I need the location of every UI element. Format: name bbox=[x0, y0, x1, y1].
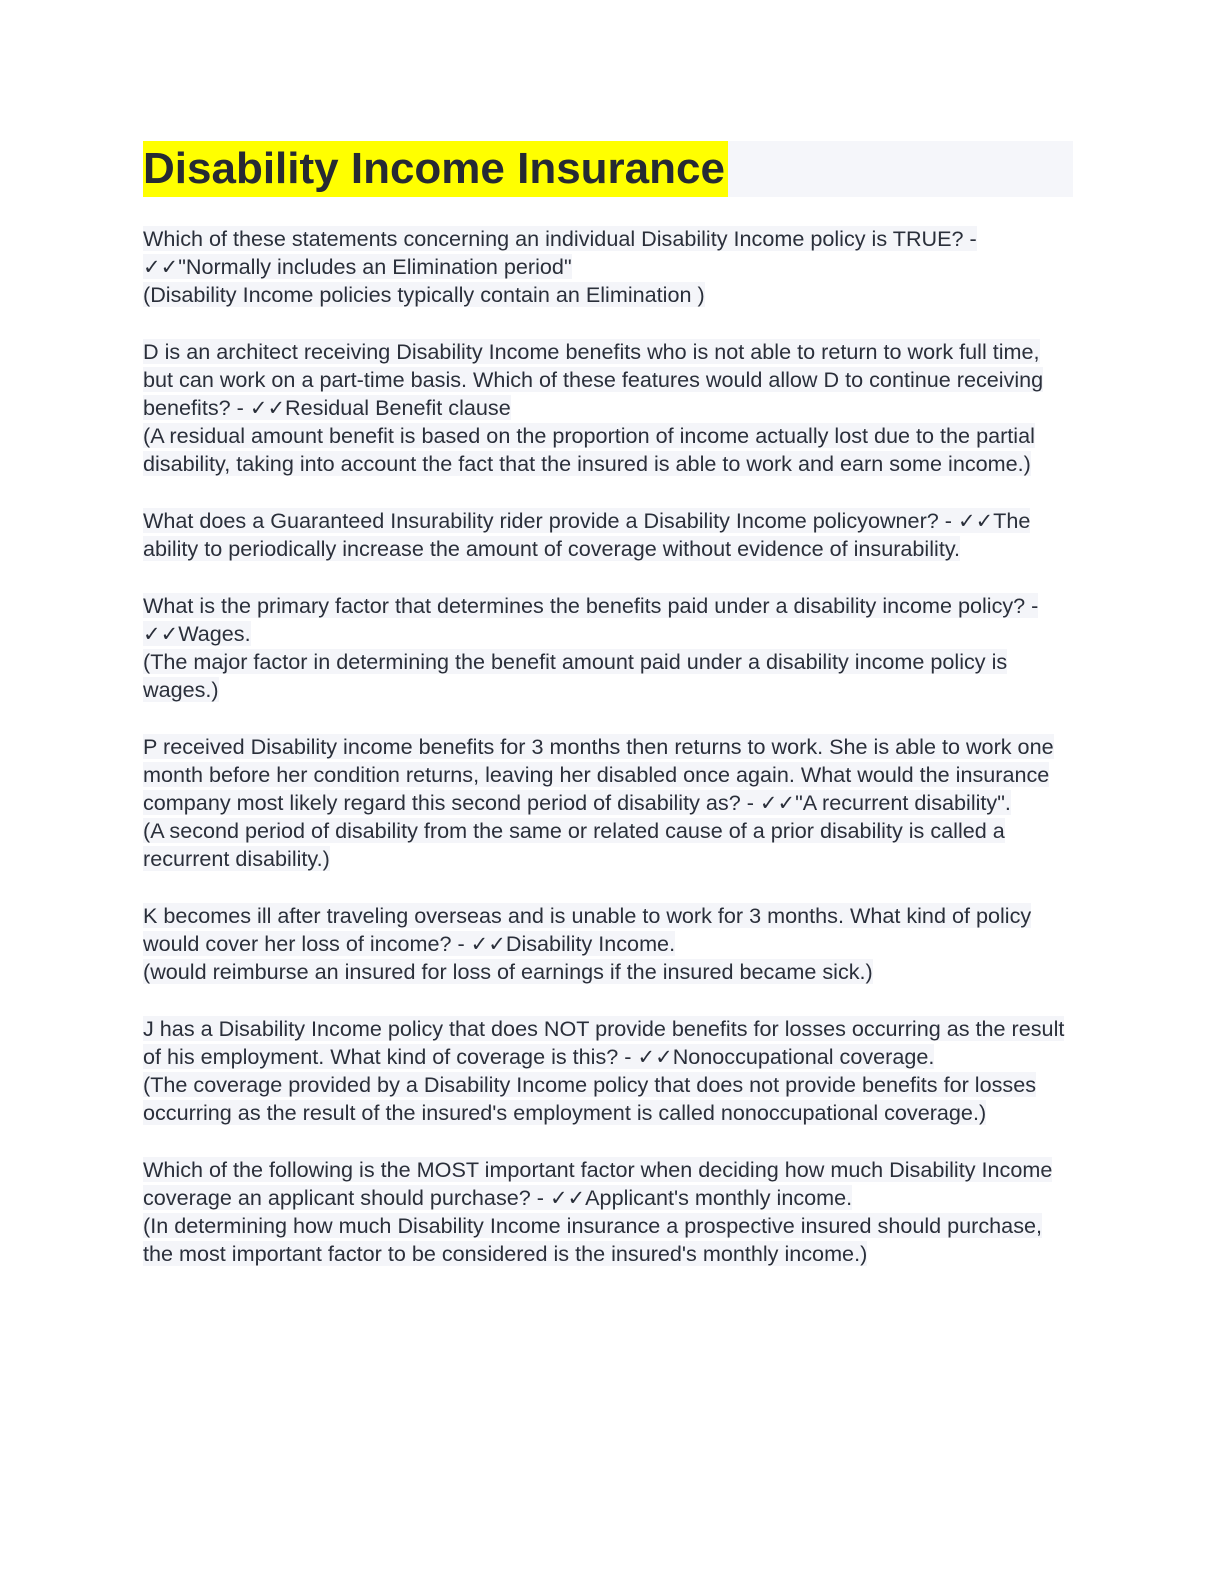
question-text: K becomes ill after traveling overseas and is unable to work for 3 months. What kind of policy would cover her loss of income? - bbox=[143, 903, 1032, 956]
question-line bbox=[143, 733, 1073, 817]
question-line bbox=[143, 225, 1073, 281]
answer-text: The ability to periodically increase the amount of coverage without evidence of insurability. bbox=[143, 508, 1031, 561]
qa-item bbox=[143, 1156, 1073, 1268]
double-check-icon: ✓✓ bbox=[549, 1186, 586, 1210]
double-check-icon: ✓✓ bbox=[957, 509, 994, 533]
double-check-icon: ✓✓ bbox=[470, 932, 506, 956]
explanation-line bbox=[143, 422, 1073, 478]
explanation-line bbox=[143, 1212, 1073, 1268]
answer-text: Applicant's monthly income. bbox=[585, 1185, 853, 1210]
explanation-text: (The major factor in determining the benefit amount paid under a disability income policy is wages.) bbox=[143, 649, 1008, 702]
explanation-text: (would reimburse an insured for loss of earnings if the insured became sick.) bbox=[143, 959, 873, 984]
qa-list bbox=[143, 225, 1073, 1268]
explanation-line bbox=[143, 817, 1073, 873]
answer-text: Wages. bbox=[178, 621, 251, 646]
explanation-line bbox=[143, 648, 1073, 704]
explanation-text: (A second period of disability from the same or related cause of a prior disability is called a recurrent disability.) bbox=[143, 818, 1005, 871]
answer-text: "A recurrent disability". bbox=[795, 790, 1011, 815]
answer-text: Disability Income. bbox=[505, 931, 676, 956]
page-title: Disability Income Insurance bbox=[143, 141, 728, 197]
explanation-text: (In determining how much Disability Income insurance a prospective insured should purchase, the most important factor to be considered is the insured's monthly income.) bbox=[143, 1213, 1042, 1266]
explanation-line bbox=[143, 281, 1073, 309]
explanation-line bbox=[143, 958, 1073, 986]
qa-item bbox=[143, 902, 1073, 986]
qa-item bbox=[143, 592, 1073, 704]
document-page bbox=[143, 141, 1073, 1297]
double-check-icon: ✓✓ bbox=[637, 1045, 673, 1069]
question-text: Which of these statements concerning an individual Disability Income policy is TRUE? - bbox=[143, 226, 977, 251]
double-check-icon: ✓✓ bbox=[143, 622, 179, 646]
qa-item bbox=[143, 1015, 1073, 1127]
question-text: J has a Disability Income policy that does NOT provide benefits for losses occurring as the result of his employment. What kind of coverage is this? - bbox=[143, 1016, 1065, 1069]
question-line bbox=[143, 1156, 1073, 1212]
double-check-icon: ✓✓ bbox=[143, 255, 179, 279]
double-check-icon: ✓✓ bbox=[249, 396, 286, 420]
question-text: Which of the following is the MOST important factor when deciding how much Disability Income coverage an applicant should purchase? - bbox=[143, 1157, 1053, 1210]
answer-text: "Normally includes an Elimination period" bbox=[178, 254, 572, 279]
answer-text: Residual Benefit clause bbox=[285, 395, 511, 420]
explanation-text: (The coverage provided by a Disability Income policy that does not provide benefits for losses occurring as the result of the insured's employment is called nonoccupational coverage.) bbox=[143, 1072, 1037, 1125]
qa-item bbox=[143, 507, 1073, 563]
explanation-line bbox=[143, 1071, 1073, 1127]
answer-text: Nonoccupational coverage. bbox=[672, 1044, 935, 1069]
double-check-icon: ✓✓ bbox=[759, 791, 796, 815]
question-line bbox=[143, 338, 1073, 422]
question-text: What does a Guaranteed Insurability rider provide a Disability Income policyowner? - bbox=[143, 508, 958, 533]
qa-item bbox=[143, 338, 1073, 478]
question-line bbox=[143, 507, 1073, 563]
question-text: D is an architect receiving Disability Income benefits who is not able to return to work full time, but can work on a part-time basis. Which of these features would allow D to continue receiving benefits? - bbox=[143, 339, 1044, 420]
qa-item bbox=[143, 733, 1073, 873]
question-text: What is the primary factor that determines the benefits paid under a disability income policy? - bbox=[143, 593, 1039, 618]
question-line bbox=[143, 592, 1073, 648]
question-line bbox=[143, 1015, 1073, 1071]
explanation-text: (Disability Income policies typically contain an Elimination ) bbox=[143, 282, 705, 307]
explanation-text: (A residual amount benefit is based on the proportion of income actually lost due to the partial disability, taking into account the fact that the insured is able to work and earn some income.) bbox=[143, 423, 1035, 476]
question-text: P received Disability income benefits for 3 months then returns to work. She is able to work one month before her condition returns, leaving her disabled once again. What would the insurance company most likely regard this second period of disability as? - bbox=[143, 734, 1054, 815]
qa-item bbox=[143, 225, 1073, 309]
title-band bbox=[143, 141, 1073, 197]
question-line bbox=[143, 902, 1073, 958]
